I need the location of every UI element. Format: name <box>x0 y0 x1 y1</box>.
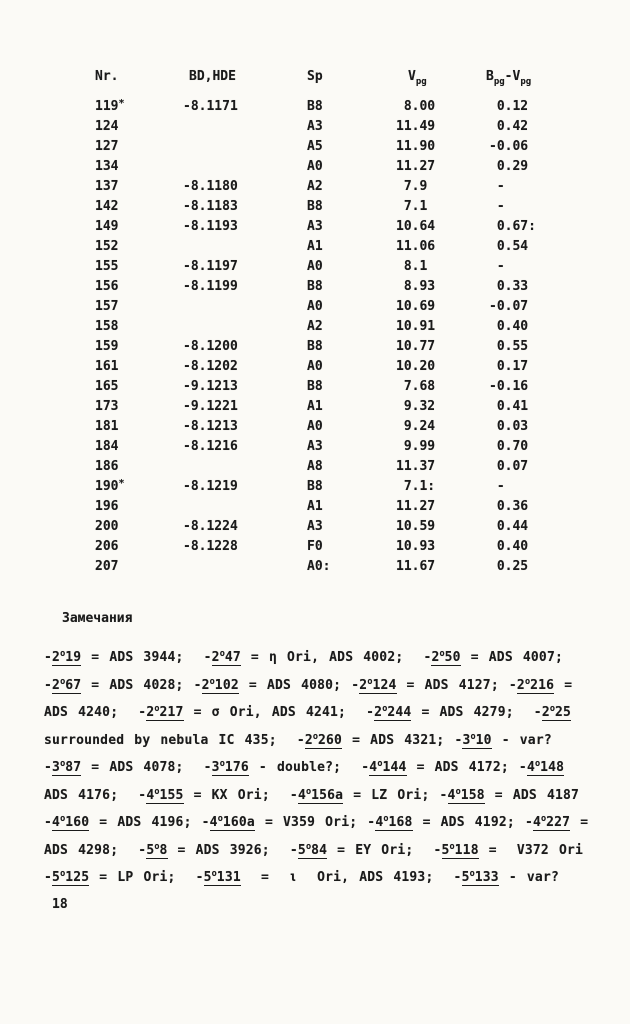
cell-sp: A5 <box>307 139 323 154</box>
degree-mark: o <box>217 814 223 824</box>
bd-designation: -4$^o$158 <box>439 786 485 803</box>
degree-mark: o <box>534 759 541 769</box>
cell-sp: A3 <box>307 519 323 534</box>
table-row <box>0 97 630 117</box>
remarks-line: ADS 4240; $-2^o217 = \sigma$ Ori, ADS 4241; $-2^o244$ = ADS 4279; -2$^o$25 <box>44 704 572 720</box>
bd-designation: -3$^o$10 <box>454 731 492 748</box>
table-row <box>0 477 630 497</box>
cell-bpg-vpg: 0.33 <box>489 279 529 294</box>
cell-sp: A3 <box>307 219 323 234</box>
remarks-line: ADS 4176; $-4^o155$ = KX Ori; $-4^o156a$ = LZ Ori; $-4^o158$ = ADS 4187 <box>44 786 580 803</box>
table-row <box>0 237 630 257</box>
bd-designation: -2$^o$124 <box>351 676 397 693</box>
table-row <box>0 557 630 577</box>
table-row <box>0 537 630 557</box>
table-row <box>0 117 630 137</box>
cell-vpg: 11.27 <box>396 499 436 514</box>
cell-bpg-vpg: 0.55 <box>489 339 529 354</box>
degree-mark: o <box>60 814 66 824</box>
cell-bpg-vpg: - <box>489 179 505 194</box>
cell-vpg: 11.27 <box>396 159 436 174</box>
table-row <box>0 217 630 237</box>
cell-bd-hde: -8.1200 <box>183 339 238 354</box>
cell-bd-hde: -8.1228 <box>183 539 238 554</box>
remarks-heading: Замечания <box>62 611 133 626</box>
cell-bpg-vpg: 0.29 <box>489 159 529 174</box>
degree-mark: o <box>305 786 312 797</box>
cell-sp: A1 <box>307 399 323 414</box>
cell-vpg: 7.1: <box>396 479 436 494</box>
cell-nr: 155 <box>95 259 119 274</box>
degree-mark: o <box>305 841 312 852</box>
degree-mark: o <box>154 704 160 714</box>
cell-bd-hde: -8.1180 <box>183 179 238 194</box>
table-row <box>0 437 630 457</box>
cell-bd-hde: -8.1216 <box>183 439 238 454</box>
cell-vpg: 9.99 <box>396 439 436 454</box>
cell-nr: 159 <box>95 339 119 354</box>
cell-vpg: 7.68 <box>396 379 436 394</box>
cell-bd-hde: -8.1219 <box>183 479 238 494</box>
table-row <box>0 277 630 297</box>
cell-bpg-vpg: 0.41 <box>489 399 529 414</box>
cell-bd-hde: -8.1193 <box>183 219 238 234</box>
cell-vpg: 11.49 <box>396 119 436 134</box>
remarks-line: $-2^o67$ = ADS 4028; $-2^o102$ = ADS 4080; $-2^o124$ = ADS 4127; $-2^o216$ = <box>44 676 573 693</box>
degree-mark: o <box>209 676 215 687</box>
cell-vpg: 10.69 <box>396 299 436 314</box>
table-row <box>0 157 630 177</box>
cell-vpg: 9.32 <box>396 399 436 414</box>
degree-mark: o <box>60 869 66 879</box>
cell-bd-hde: -8.1197 <box>183 259 238 274</box>
table-row <box>0 317 630 337</box>
cell-nr: 119* <box>95 98 125 114</box>
cell-sp: B8 <box>307 279 323 294</box>
bd-designation: -2$^o$67 <box>44 676 82 693</box>
table-header-row <box>0 69 630 91</box>
cell-sp: A2 <box>307 319 323 334</box>
table-row <box>0 417 630 437</box>
degree-mark: o <box>524 676 531 687</box>
bd-designation: -5$^o$125 <box>44 869 90 885</box>
table-row <box>0 137 630 157</box>
degree-mark: o <box>219 649 225 659</box>
table-row <box>0 397 630 417</box>
bd-designation: -2$^o$244 <box>366 704 412 720</box>
cell-sp: A0 <box>307 359 323 374</box>
bd-designation: -2$^o$50 <box>423 649 461 665</box>
bd-designation: -5$^o$118 <box>433 841 479 858</box>
table-row <box>0 377 630 397</box>
table-row <box>0 257 630 277</box>
cell-bd-hde: -8.1202 <box>183 359 238 374</box>
cell-sp: B8 <box>307 199 323 214</box>
cell-sp: A2 <box>307 179 323 194</box>
bd-designation: -3$^o$176 <box>203 759 249 775</box>
cell-vpg: 7.1 <box>396 199 428 214</box>
col-header-sp: Sp <box>307 69 323 84</box>
remarks-line: surrounded by nebula IC 435; $-2^o260$ = ADS 4321; -3$^o$10 - var? <box>44 731 552 748</box>
remarks-line: $-4^o160$ = ADS 4196; $-4^o160a = V359$ Ori; $-4^o168$ = ADS 4192; $-4^o227$ = <box>44 814 589 830</box>
cell-bpg-vpg: -0.07 <box>489 299 529 314</box>
cell-bpg-vpg: - <box>489 479 505 494</box>
cell-sp: A8 <box>307 459 323 474</box>
remarks-line: $-3^o87$ = ADS 4078; -3$^o$176 - double?; $-4^o144$ = ADS 4172; -4$^o$148 <box>44 759 565 775</box>
cell-nr: 127 <box>95 139 119 154</box>
table-row <box>0 357 630 377</box>
table-row <box>0 337 630 357</box>
bd-designation: -4$^o$148 <box>518 759 565 775</box>
cell-bpg-vpg: 0.54 <box>489 239 529 254</box>
cell-nr: 186 <box>95 459 119 474</box>
cell-sp: A3 <box>307 119 323 134</box>
bd-designation: -2$^o$25 <box>533 704 572 720</box>
cell-bpg-vpg: 0.07 <box>489 459 529 474</box>
degree-mark: o <box>211 869 217 879</box>
cell-nr: 157 <box>95 299 119 314</box>
table-row <box>0 517 630 537</box>
remarks-line: ADS 4298; $-5^o8$ = ADS 3926; $-5^o84$ = EY Ori; $-5^o118 = V372$ Ori <box>44 841 584 858</box>
table-row <box>0 457 630 477</box>
degree-mark: o <box>154 841 160 852</box>
table-row <box>0 177 630 197</box>
degree-mark: o <box>455 786 461 797</box>
degree-mark: o <box>377 759 383 769</box>
cell-bpg-vpg: 0.36 <box>489 499 529 514</box>
cell-nr: 149 <box>95 219 119 234</box>
cell-nr: 196 <box>95 499 119 514</box>
cell-vpg: 10.93 <box>396 539 436 554</box>
cell-nr: 152 <box>95 239 119 254</box>
cell-vpg: 11.06 <box>396 239 436 254</box>
remarks-line: $-2^o19$ = ADS 3944; $-2^o47 = \eta$ Ori, ADS 4002; $-2^o50$ = ADS 4007; <box>44 649 564 665</box>
cell-sp: B8 <box>307 339 323 354</box>
cell-nr: 190* <box>95 478 125 494</box>
cell-sp: A0 <box>307 299 323 314</box>
cell-vpg: 10.20 <box>396 359 436 374</box>
cell-bpg-vpg: 0.40 <box>489 319 529 334</box>
cell-nr: 161 <box>95 359 119 374</box>
bd-designation: -2$^o$47 <box>203 649 241 665</box>
cell-nr: 184 <box>95 439 119 454</box>
cell-sp: A1 <box>307 499 323 514</box>
cell-vpg: 11.67 <box>396 559 436 574</box>
cell-bd-hde: -8.1199 <box>183 279 238 294</box>
cell-sp: F0 <box>307 539 323 554</box>
cell-sp: B8 <box>307 99 323 114</box>
col-header-bd-hde: BD,HDE <box>189 69 236 84</box>
cell-bd-hde: -8.1171 <box>183 99 238 114</box>
degree-mark: o <box>219 759 225 769</box>
page-number: 18 <box>52 897 68 912</box>
cell-sp: A0 <box>307 159 323 174</box>
bd-designation: -4$^o$155 <box>138 786 184 803</box>
bd-designation: -2$^o$260 <box>296 731 343 748</box>
remarks-text <box>44 644 604 892</box>
bd-designation: -3$^o$87 <box>44 759 82 775</box>
cell-vpg: 7.9 <box>396 179 428 194</box>
cell-nr: 124 <box>95 119 119 134</box>
cell-vpg: 10.59 <box>396 519 436 534</box>
cell-bpg-vpg: 0.67: <box>489 219 536 234</box>
degree-mark: o <box>312 731 318 742</box>
bd-designation: -4$^o$144 <box>361 759 407 775</box>
table-row <box>0 297 630 317</box>
bd-designation: -4$^o$160a <box>201 814 255 830</box>
asterisk-mark: * <box>118 98 125 109</box>
degree-mark: o <box>469 869 475 879</box>
cell-nr: 181 <box>95 419 119 434</box>
cell-bpg-vpg: 0.40 <box>489 539 529 554</box>
cell-nr: 137 <box>95 179 119 194</box>
bd-designation: -5$^o$8 <box>138 841 168 858</box>
cell-vpg: 9.24 <box>396 419 436 434</box>
cell-vpg: 8.1 <box>396 259 428 274</box>
cell-sp: A0: <box>307 559 331 574</box>
degree-mark: o <box>470 731 476 742</box>
asterisk-mark: * <box>118 478 125 489</box>
cell-bpg-vpg: - <box>489 259 505 274</box>
cell-nr: 158 <box>95 319 119 334</box>
degree-mark: o <box>154 786 160 797</box>
cell-bpg-vpg: 0.70 <box>489 439 529 454</box>
cell-bpg-vpg: 0.42 <box>489 119 529 134</box>
degree-mark: o <box>60 649 66 659</box>
cell-bpg-vpg: 0.44 <box>489 519 529 534</box>
degree-mark: o <box>541 814 547 824</box>
degree-mark: o <box>367 676 373 687</box>
cell-sp: A3 <box>307 439 323 454</box>
cell-vpg: 8.93 <box>396 279 436 294</box>
cell-vpg: 10.77 <box>396 339 436 354</box>
cell-sp: A0 <box>307 259 323 274</box>
cell-bd-hde: -8.1224 <box>183 519 238 534</box>
bd-designation: -2$^o$102 <box>193 676 239 693</box>
cell-bd-hde: -8.1213 <box>183 419 238 434</box>
cell-bpg-vpg: 0.03 <box>489 419 529 434</box>
degree-mark: o <box>439 649 445 659</box>
cell-vpg: 10.64 <box>396 219 436 234</box>
col-header-vpg: $V_{pg}$ <box>408 69 427 87</box>
degree-mark: o <box>449 841 455 852</box>
cell-bd-hde: -9.1213 <box>183 379 238 394</box>
cell-sp: B8 <box>307 479 323 494</box>
cell-bpg-vpg: 0.17 <box>489 359 529 374</box>
col-header-nr: Nr. <box>95 69 119 84</box>
cell-nr: 207 <box>95 559 119 574</box>
degree-mark: o <box>60 759 66 769</box>
cell-bpg-vpg: 0.25 <box>489 559 529 574</box>
cell-sp: A0 <box>307 419 323 434</box>
cell-bpg-vpg: -0.16 <box>489 379 529 394</box>
cell-bpg-vpg: - <box>489 199 505 214</box>
bd-designation: -5$^o$133 <box>453 869 499 885</box>
table-body <box>0 97 630 577</box>
cell-nr: 173 <box>95 399 119 414</box>
table-row <box>0 497 630 517</box>
cell-nr: 142 <box>95 199 119 214</box>
cell-vpg: 8.00 <box>396 99 436 114</box>
bd-designation: -4$^o$168 <box>367 814 413 830</box>
degree-mark: o <box>382 704 388 714</box>
degree-mark: o <box>549 704 555 714</box>
bd-designation: -2$^o$216 <box>508 676 555 693</box>
cell-bd-hde: -8.1183 <box>183 199 238 214</box>
cell-bd-hde: -9.1221 <box>183 399 238 414</box>
cell-nr: 134 <box>95 159 119 174</box>
bd-designation: -5$^o$84 <box>289 841 328 858</box>
remarks-line: $-5^o125$ = LP Ori; -5$^o$131 = ι Ori, ADS 4193; -5$^o$133 - var? <box>44 869 559 885</box>
cell-sp: A1 <box>307 239 323 254</box>
cell-vpg: 11.90 <box>396 139 436 154</box>
cell-sp: B8 <box>307 379 323 394</box>
cell-nr: 156 <box>95 279 119 294</box>
bd-designation: -4$^o$227 <box>524 814 571 830</box>
cell-vpg: 10.91 <box>396 319 436 334</box>
cell-vpg: 11.37 <box>396 459 436 474</box>
cell-nr: 165 <box>95 379 119 394</box>
degree-mark: o <box>383 814 389 824</box>
bd-designation: -2$^o$19 <box>44 649 82 665</box>
col-header-bpg-vpg: $B_{pg}-V_{pg}$ <box>486 69 532 87</box>
cell-nr: 206 <box>95 539 119 554</box>
bd-designation: -4$^o$156a <box>289 786 344 803</box>
cell-bpg-vpg: 0.12 <box>489 99 529 114</box>
table-row <box>0 197 630 217</box>
bd-designation: -4$^o$160 <box>44 814 90 830</box>
cell-nr: 200 <box>95 519 119 534</box>
degree-mark: o <box>60 676 66 687</box>
bd-designation: -5$^o$131 <box>195 869 241 885</box>
bd-designation: -2$^o$217 <box>138 704 184 720</box>
cell-bpg-vpg: -0.06 <box>489 139 529 154</box>
